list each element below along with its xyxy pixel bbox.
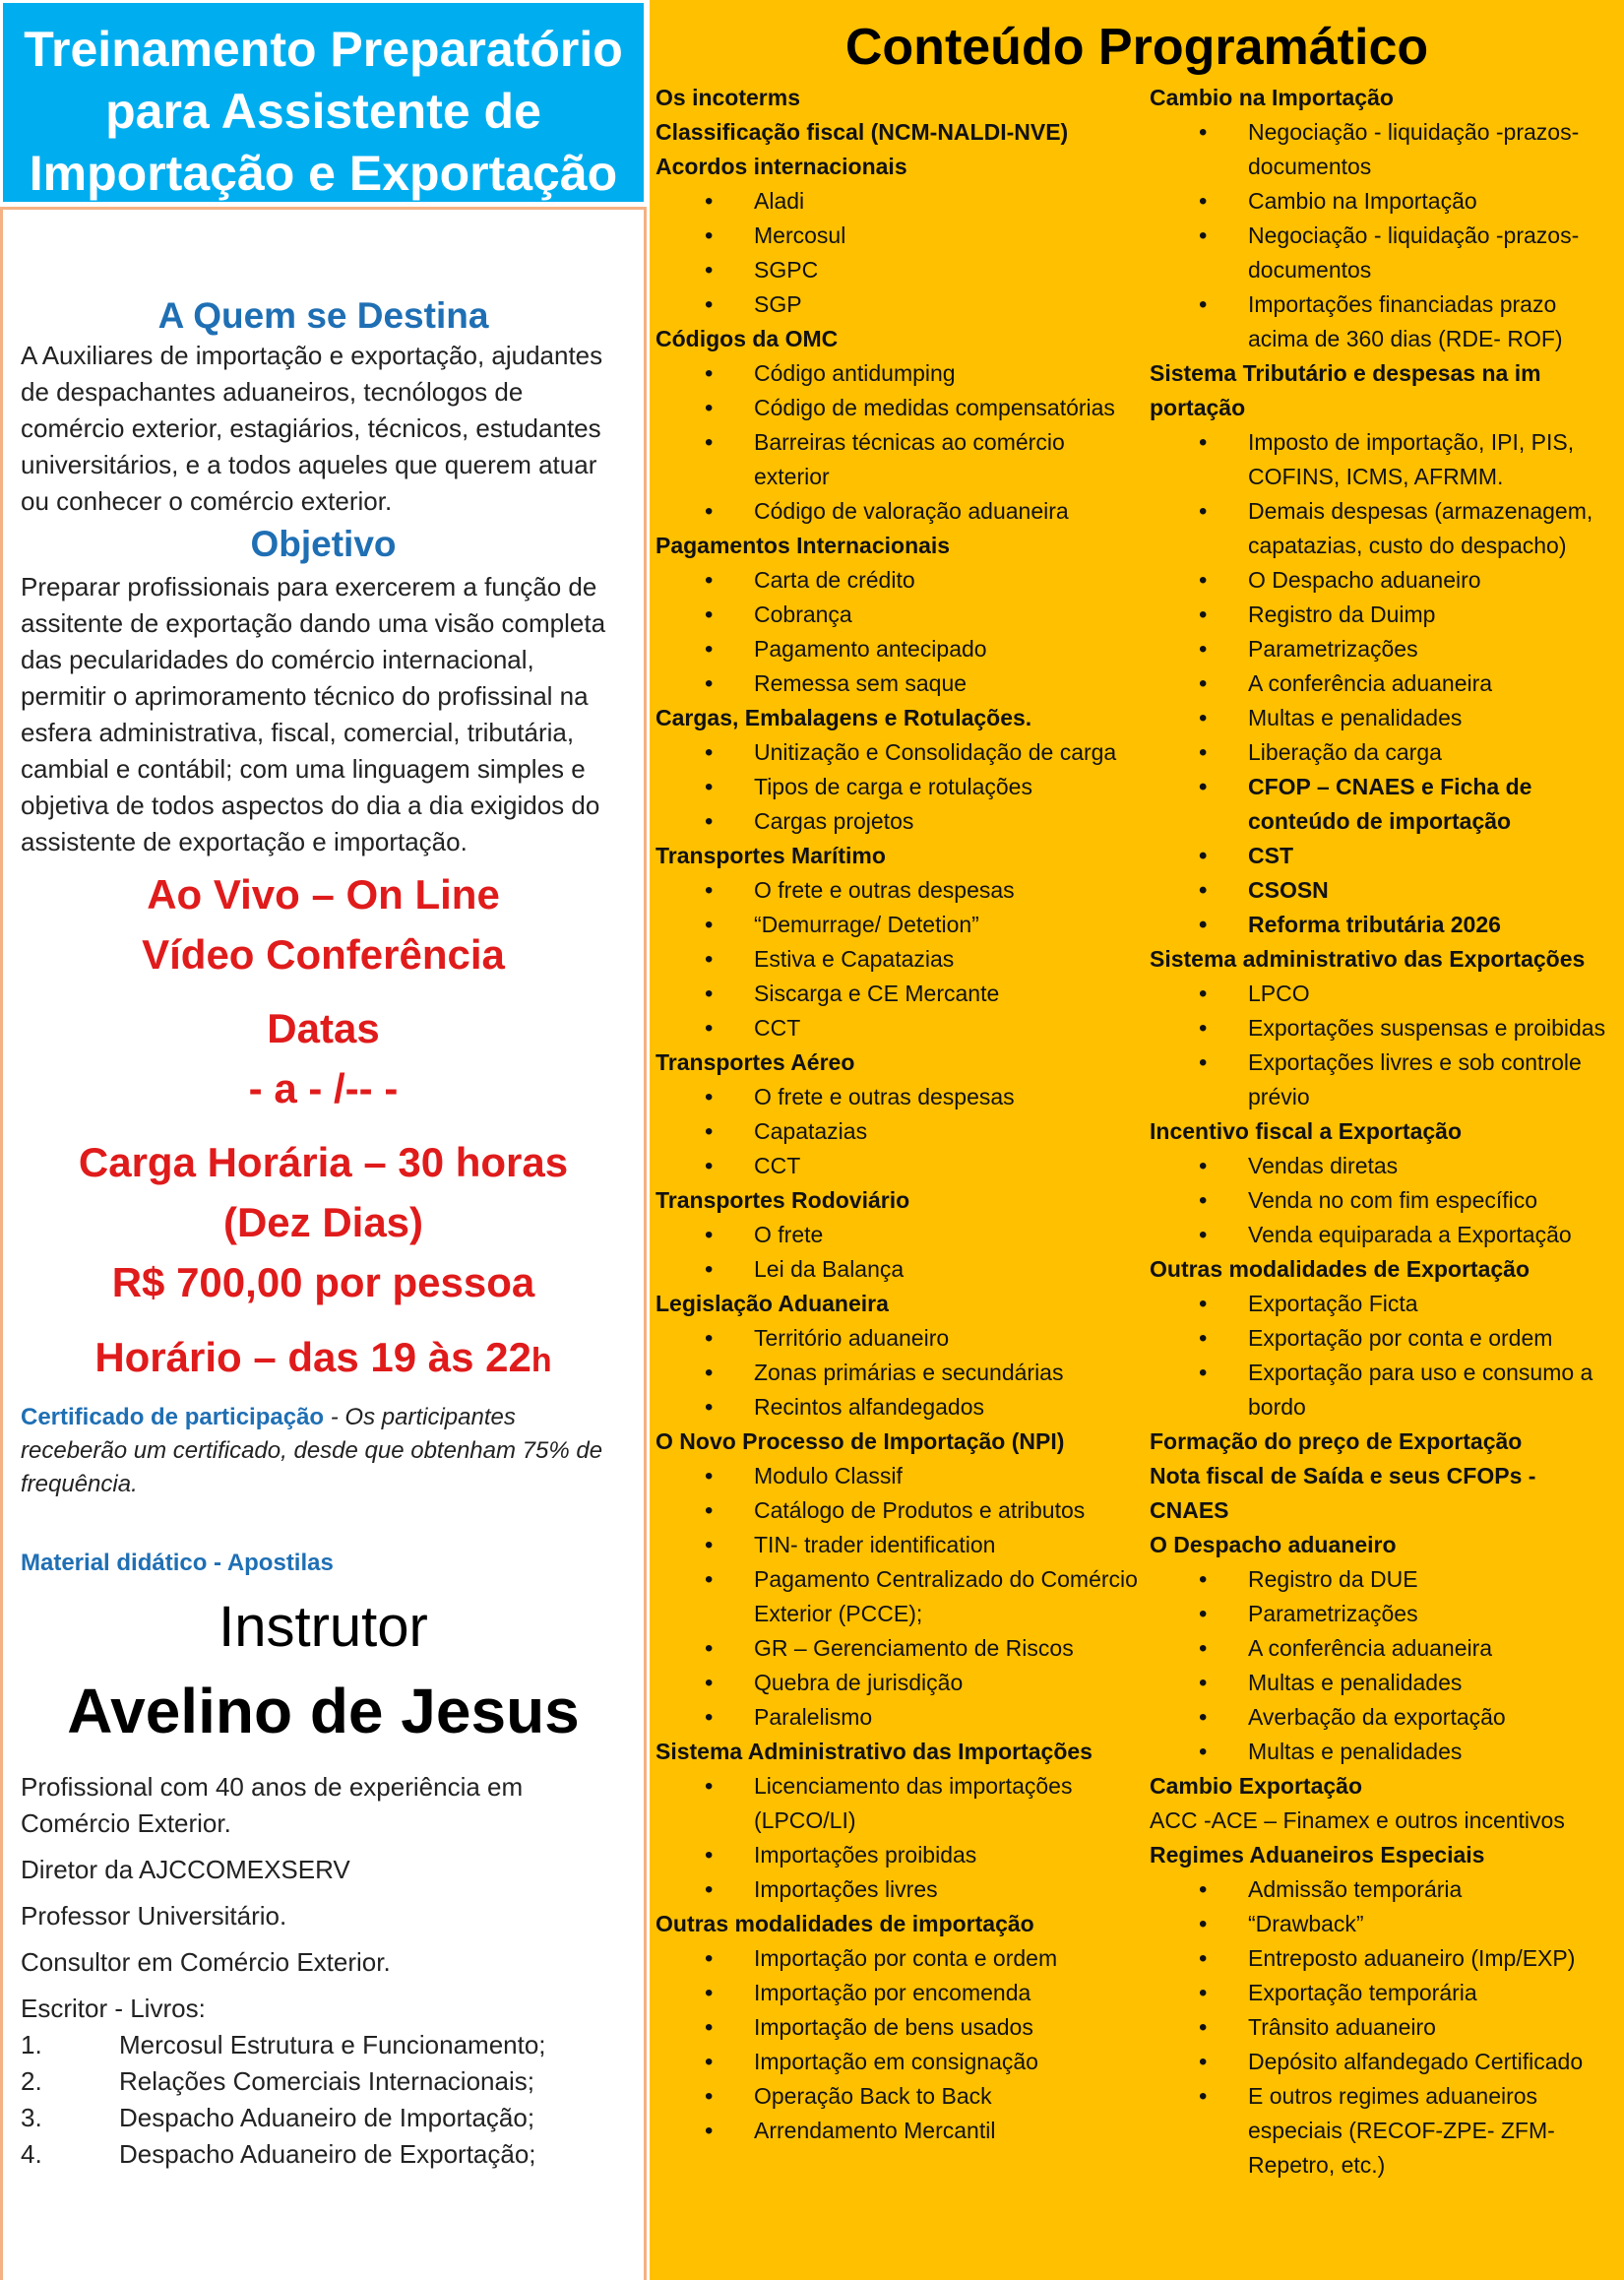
program-section-heading: Cambio na Importação xyxy=(1150,85,1394,110)
live-line2: Vídeo Conferência xyxy=(142,931,505,978)
program-section-heading: Sistema administrativo das Exportações xyxy=(1150,946,1586,972)
program-topic-item: • SGPC xyxy=(656,253,1143,287)
program-topic-item: • Reforma tributária 2026 xyxy=(1150,908,1620,942)
instructor-name: Avelino de Jesus xyxy=(67,1676,580,1746)
price-line: R$ 700,00 por pessoa xyxy=(111,1259,535,1305)
program-topic-list xyxy=(1150,977,1620,1114)
program-topic-item: • Admissão temporária xyxy=(1150,1872,1620,1907)
live-line1: Ao Vivo – On Line xyxy=(147,871,500,918)
program-section-heading: Classificação fiscal (NCM-NALDI-NVE) xyxy=(656,119,1069,145)
program-topic-item: • Quebra de jurisdição xyxy=(656,1666,1143,1700)
material-text: Material didático - Apostilas xyxy=(21,1550,334,1576)
info-panel xyxy=(0,207,647,2280)
program-topic-item: • O Despacho aduaneiro xyxy=(1150,563,1620,598)
program-section-heading: Outras modalidades de Exportação xyxy=(1150,1256,1530,1282)
program-topic-item: • Importação em consignação xyxy=(656,2045,1143,2079)
program-topic-list xyxy=(1150,1872,1620,2183)
program-topic-item: • Registro da Duimp xyxy=(1150,598,1620,632)
program-topic-item: • Zonas primárias e secundárias xyxy=(656,1356,1143,1390)
program-topic-item: • A conferência aduaneira xyxy=(1150,666,1620,701)
program-section-heading: Acordos internacionais xyxy=(656,154,907,179)
program-topic-list xyxy=(656,184,1143,322)
program-topic-item: • Modulo Classif xyxy=(656,1459,1143,1493)
program-topic-list xyxy=(656,356,1143,529)
objective-heading: Objetivo xyxy=(250,524,397,564)
audience-text: A Auxiliares de importação e exportação, ajudantes de despachantes aduaneiros, tecnólogos de comércio exterior, estagiários, técnicos, estudantes universitários, e a todos aqueles que querem atuar ou conhecer o comércio exterior. xyxy=(21,341,603,516)
program-topic-item: • TIN- trader identification xyxy=(656,1528,1143,1562)
book-item: 3. Despacho Aduaneiro de Importação; xyxy=(21,2103,535,2132)
program-topic-item: • Território aduaneiro xyxy=(656,1321,1143,1356)
program-topic-item: • CSOSN xyxy=(1150,873,1620,908)
program-topic-item: • Pagamento antecipado xyxy=(656,632,1143,666)
program-section-heading: Regimes Aduaneiros Especiais xyxy=(1150,1842,1485,1868)
program-topic-item: • Exportação para uso e consumo a bordo xyxy=(1150,1356,1620,1425)
program-topic-item: • CCT xyxy=(656,1011,1143,1045)
certificate-note xyxy=(21,1401,626,1501)
book-item: 4. Despacho Aduaneiro de Exportação; xyxy=(21,2139,536,2169)
audience-heading: A Quem se Destina xyxy=(157,295,489,336)
program-topic-item: • E outros regimes aduaneiros especiais (RECOF-ZPE- ZFM-Repetro, etc.) xyxy=(1150,2079,1620,2183)
program-topic-item: • “Drawback” xyxy=(1150,1907,1620,1941)
program-section-heading: Os incoterms xyxy=(656,85,800,110)
program-topic-item: • Exportação Ficta xyxy=(1150,1287,1620,1321)
program-topic-item: • Registro da DUE xyxy=(1150,1562,1620,1597)
program-topic-item: • Arrendamento Mercantil xyxy=(656,2114,1143,2148)
program-topic-item: • Importação de bens usados xyxy=(656,2010,1143,2045)
program-topic-list xyxy=(656,735,1143,839)
program-topic-item: • Multas e penalidades xyxy=(1150,1735,1620,1769)
program-section-heading: Legislação Aduaneira xyxy=(656,1291,889,1316)
program-topic-item: • SGP xyxy=(656,287,1143,322)
program-topic-item: • O frete xyxy=(656,1218,1143,1252)
bio-line-1: Profissional com 40 anos de experiência em Comércio Exterior. xyxy=(21,1772,524,1838)
program-topic-item: • Averbação da exportação xyxy=(1150,1700,1620,1735)
program-topic-item: • Estiva e Capatazias xyxy=(656,942,1143,977)
program-section-heading: Sistema Administrativo das Importações xyxy=(656,1739,1093,1764)
program-topic-item: • Exportação por conta e ordem xyxy=(1150,1321,1620,1356)
program-topic-list xyxy=(1150,1149,1620,1252)
program-topic-item: • Código de valoração aduaneira xyxy=(656,494,1143,529)
program-section-heading: Sistema Tributário e despesas na im portação xyxy=(1150,360,1541,420)
program-topic-item: • Multas e penalidades xyxy=(1150,701,1620,735)
program-topic-list xyxy=(656,1941,1143,2148)
program-topic-item: • Código de medidas compensatórias xyxy=(656,391,1143,425)
program-topic-item: • O frete e outras despesas xyxy=(656,1080,1143,1114)
program-topic-list xyxy=(1150,1562,1620,1769)
program-topic-item: • Carta de crédito xyxy=(656,563,1143,598)
objective-text: Preparar profissionais para exercerem a função de assitente de exportação dando uma visão completa das pecularidades do comércio internacional, permitir o aprimoramento técnico do profissinal na esfera administrativa, fiscal, comercial, tributária, cambial e contábil; com uma linguagem simples e objetiva de todos aspectos do dia a dia exigidos do assistente de exportação e importação. xyxy=(21,572,606,856)
program-topic-item: • Negociação - liquidação -prazos-documentos xyxy=(1150,219,1620,287)
program-topic-item: • CCT xyxy=(656,1149,1143,1183)
program-topic-list xyxy=(656,1218,1143,1287)
course-title-line3: Importação e Exportação xyxy=(29,146,618,201)
program-section-heading: Formação do preço de Exportação xyxy=(1150,1428,1523,1454)
program-topic-item: • Venda no com fim específico xyxy=(1150,1183,1620,1218)
program-topic-item: • Importações proibidas xyxy=(656,1838,1143,1872)
program-topic-item: • Unitização e Consolidação de carga xyxy=(656,735,1143,770)
program-topic-item: • Cargas projetos xyxy=(656,804,1143,839)
program-topic-list xyxy=(656,1769,1143,1907)
program-title: Conteúdo Programático xyxy=(844,19,1429,76)
program-topic-list xyxy=(1150,1287,1620,1425)
program-topic-item: • Negociação - liquidação -prazos-documentos xyxy=(1150,115,1620,184)
program-topic-item: • Capatazias xyxy=(656,1114,1143,1149)
program-topic-item: • Código antidumping xyxy=(656,356,1143,391)
program-topic-item: • Cambio na Importação xyxy=(1150,184,1620,219)
program-topic-item: • GR – Gerenciamento de Riscos xyxy=(656,1631,1143,1666)
program-topic-list xyxy=(656,563,1143,701)
dates-value: - a - /-- - xyxy=(248,1065,399,1111)
program-topic-item: • Demais despesas (armazenagem, capatazias, custo do despacho) xyxy=(1150,494,1620,563)
program-topic-item: • Recintos alfandegados xyxy=(656,1390,1143,1425)
program-topic-item: • Paralelismo xyxy=(656,1700,1143,1735)
program-topic-item: • Importações livres xyxy=(656,1872,1143,1907)
program-section-heading: Transportes Rodoviário xyxy=(656,1187,910,1213)
program-topic-item: • CFOP – CNAES e Ficha de conteúdo de importação xyxy=(1150,770,1620,839)
program-topic-item: • Exportações livres e sob controle prévio xyxy=(1150,1045,1620,1114)
book-item: 2. Relações Comerciais Internacionais; xyxy=(21,2066,534,2096)
course-title-line2: para Assistente de xyxy=(105,84,541,139)
bio-line-3: Professor Universitário. xyxy=(21,1901,287,1931)
program-topic-item: • Aladi xyxy=(656,184,1143,219)
days-line: (Dez Dias) xyxy=(222,1199,424,1245)
hours-line: Carga Horária – 30 horas xyxy=(78,1139,569,1185)
program-section-heading: Pagamentos Internacionais xyxy=(656,533,951,558)
program-section-heading: Cargas, Embalagens e Rotulações. xyxy=(656,705,1032,730)
program-topic-item: • Trânsito aduaneiro xyxy=(1150,2010,1620,2045)
program-topic-item: • Cobrança xyxy=(656,598,1143,632)
program-topic-item: • Depósito alfandegado Certificado xyxy=(1150,2045,1620,2079)
program-topic-item: • Pagamento Centralizado do Comércio Exterior (PCCE); xyxy=(656,1562,1143,1631)
program-topic-item: • Parametrizações xyxy=(1150,1597,1620,1631)
program-topic-item: • Mercosul xyxy=(656,219,1143,253)
program-section-heading: Cambio Exportação xyxy=(1150,1773,1362,1799)
program-topic-item: • Tipos de carga e rotulações xyxy=(656,770,1143,804)
program-topic-item: • Liberação da carga xyxy=(1150,735,1620,770)
program-topic-item: • Exportações suspensas e proibidas xyxy=(1150,1011,1620,1045)
program-topic-item: • Licenciamento das importações (LPCO/LI) xyxy=(656,1769,1143,1838)
program-panel xyxy=(650,0,1624,2280)
program-topic-list xyxy=(1150,425,1620,942)
program-topic-list xyxy=(656,1080,1143,1183)
program-section-heading: Outras modalidades de importação xyxy=(656,1911,1034,1936)
certificate-label: Certificado de participação xyxy=(21,1404,325,1430)
schedule-line xyxy=(21,1327,626,1391)
program-topic-list xyxy=(656,1321,1143,1425)
schedule-suffix: h xyxy=(531,1342,552,1379)
bio-line-4: Consultor em Comércio Exterior. xyxy=(21,1947,391,1977)
program-topic-item: • A conferência aduaneira xyxy=(1150,1631,1620,1666)
program-topic-item: • Venda equiparada a Exportação xyxy=(1150,1218,1620,1252)
program-section-heading: Nota fiscal de Saída e seus CFOPs - CNAES xyxy=(1150,1463,1536,1523)
program-section-heading: O Novo Processo de Importação (NPI) xyxy=(656,1428,1065,1454)
program-topic-item: • Parametrizações xyxy=(1150,632,1620,666)
program-topic-list xyxy=(656,873,1143,1045)
program-topic-item: • Barreiras técnicas ao comércio exterior xyxy=(656,425,1143,494)
program-topic-item: • Importação por conta e ordem xyxy=(656,1941,1143,1976)
program-topic-item: • Catálogo de Produtos e atributos xyxy=(656,1493,1143,1528)
course-title-line1: Treinamento Preparatório xyxy=(24,22,623,77)
dates-label: Datas xyxy=(267,1005,380,1051)
instructor-label: Instrutor xyxy=(219,1595,428,1659)
program-topic-item: • Multas e penalidades xyxy=(1150,1666,1620,1700)
program-topic-item: • CST xyxy=(1150,839,1620,873)
program-section-heading: O Despacho aduaneiro xyxy=(1150,1532,1397,1557)
program-column-2 xyxy=(1150,81,1620,2183)
program-section-heading: Transportes Marítimo xyxy=(656,843,886,868)
program-topic-item: • Importação por encomenda xyxy=(656,1976,1143,2010)
program-topic-item: • O frete e outras despesas xyxy=(656,873,1143,908)
program-section-heading: Transportes Aéreo xyxy=(656,1049,855,1075)
books-list xyxy=(21,2027,626,2173)
bio-line-2: Diretor da AJCCOMEXSERV xyxy=(21,1855,350,1884)
program-topic-list xyxy=(656,1459,1143,1735)
program-topic-list xyxy=(1150,115,1620,356)
book-item: 1. Mercosul Estrutura e Funcionamento; xyxy=(21,2030,546,2059)
program-topic-item: • LPCO xyxy=(1150,977,1620,1011)
program-section-heading: Incentivo fiscal a Exportação xyxy=(1150,1118,1463,1144)
program-section-heading: Códigos da OMC xyxy=(656,326,839,351)
program-topic-item: • Exportação temporária xyxy=(1150,1976,1620,2010)
bio-line-5: Escritor - Livros: xyxy=(21,1994,206,2023)
schedule-text: Horário – das 19 às 22 xyxy=(94,1334,531,1380)
program-topic-item: • Entreposto aduaneiro (Imp/EXP) xyxy=(1150,1941,1620,1976)
program-topic-item: • Importações financiadas prazo acima de 360 dias (RDE- ROF) xyxy=(1150,287,1620,356)
program-topic-item: • Imposto de importação, IPI, PIS, COFINS, ICMS, AFRMM. xyxy=(1150,425,1620,494)
certificate-text: - Os participantes receberão um certificado, desde que obtenham 75% de frequência. xyxy=(21,1404,603,1497)
program-topic-item: • Operação Back to Back xyxy=(656,2079,1143,2114)
course-title xyxy=(0,0,647,205)
program-topic-item: • Siscarga e CE Mercante xyxy=(656,977,1143,1011)
program-topic-item: • Remessa sem saque xyxy=(656,666,1143,701)
program-topic-item: • “Demurrage/ Detetion” xyxy=(656,908,1143,942)
program-topic-item: • Vendas diretas xyxy=(1150,1149,1620,1183)
program-topic-item: • Lei da Balança xyxy=(656,1252,1143,1287)
program-column-1 xyxy=(656,81,1143,2148)
program-section-text: ACC -ACE – Finamex e outros incentivos xyxy=(1150,1807,1565,1833)
